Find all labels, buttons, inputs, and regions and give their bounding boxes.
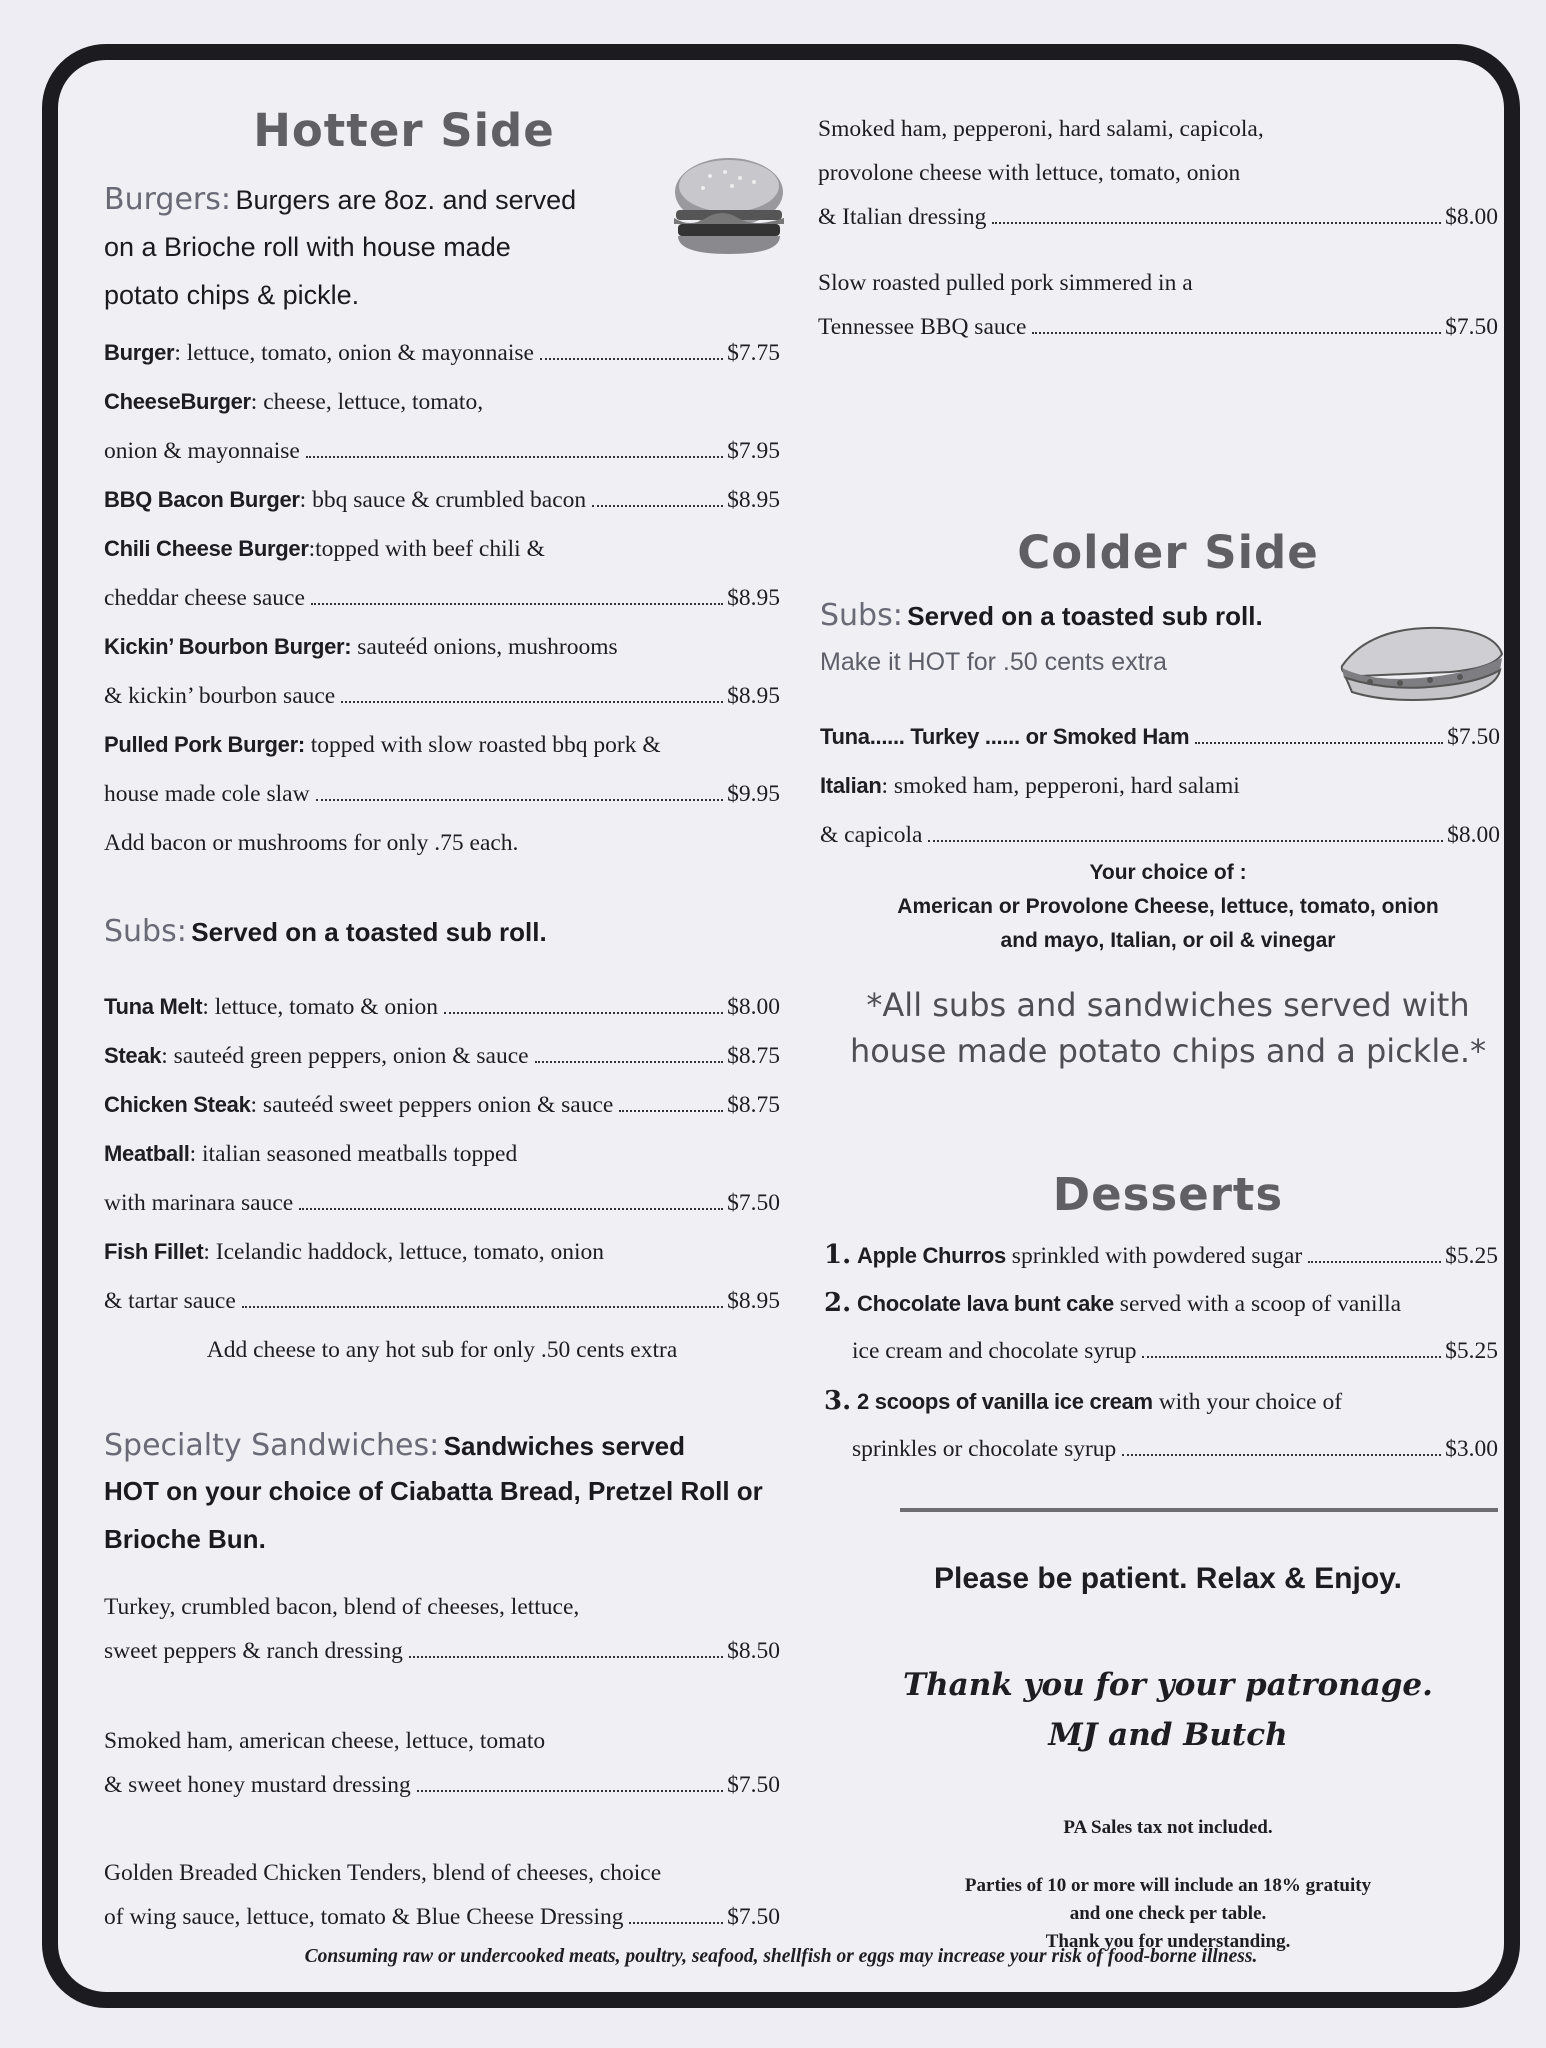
food-safety-footnote: Consuming raw or undercooked meats, poultry, seafood, shellfish or eggs may increase your risk of food-borne illness. [304,1946,1258,1967]
cold-subs-header [820,598,1263,633]
specialty-item-1-cont: sweet peppers & ranch dressing $8.50 [104,1638,780,1664]
specialty-item-5: Slow roasted pulled pork simmered in a [818,270,1193,296]
menu-item-kickin-bourbon-burger-cont: & kickin’ bourbon sauce $8.95 [104,683,780,709]
price: $7.75 [727,340,780,366]
price: $7.50 [1445,314,1498,340]
price: $5.25 [1445,1243,1498,1269]
specialty-item-4-line2: provolone cheese with lettuce, tomato, onion [818,160,1241,186]
sub-sandwich-icon [1330,620,1508,710]
cold-subs-choice: Your choice of : American or Provolone Cheese, lettuce, tomato, onion and mayo, Italian, or oil & vinegar [897,861,1439,952]
price: $7.50 [727,1904,780,1930]
price: $3.00 [1445,1436,1498,1462]
price: $7.50 [727,1190,780,1216]
burgers-desc-2: on a Brioche roll with house made [104,232,511,262]
menu-item-burger: Burger: lettuce, tomato, onion & mayonnaise $7.75 [104,340,780,366]
menu-item-chicken-steak: Chicken Steak: sauteéd sweet peppers onion & sauce $8.75 [104,1092,780,1118]
menu-item-italian-cont: & capicola $8.00 [820,822,1500,848]
menu-item-chili-cheese-burger-cont: cheddar cheese sauce $8.95 [104,585,780,611]
dessert-item-2: 2. Chocolate lava bunt cake served with a scoop of vanilla [824,1288,1402,1318]
menu-item-meatball-cont: with marinara sauce $7.50 [104,1190,780,1216]
menu-item-steak: Steak: sauteéd green peppers, onion & sauce $8.75 [104,1043,780,1069]
menu-item-chili-cheese-burger: Chili Cheese Burger:topped with beef chili & [104,536,545,562]
specialty-item-5-cont: Tennessee BBQ sauce $7.50 [818,314,1498,340]
price: $7.50 [727,1772,780,1798]
menu-item-meatball: Meatball: italian seasoned meatballs topped [104,1141,518,1167]
hot-subs-desc: Served on a toasted sub roll. [191,917,547,947]
menu-item-italian: Italian: smoked ham, pepperoni, hard salami [820,773,1240,799]
menu-item-cheeseburger-cont: onion & mayonnaise $7.95 [104,438,780,464]
dessert-item-3-cont: sprinkles or chocolate syrup $3.00 [852,1436,1498,1462]
tax-note: PA Sales tax not included. [1063,1817,1273,1838]
burger-icon [670,156,788,256]
price: $8.00 [1447,822,1500,848]
specialty-item-4: Smoked ham, pepperoni, hard salami, capicola, [818,116,1264,142]
dessert-item-2-cont: ice cream and chocolate syrup $5.25 [852,1338,1498,1364]
menu-item-fish-fillet: Fish Fillet: Icelandic haddock, lettuce, tomato, onion [104,1239,605,1265]
burgers-desc-1: Burgers are 8oz. and served [235,185,577,215]
dessert-item-1: 1. Apple Churros sprinkled with powdered sugar $5.25 [824,1240,1498,1270]
burgers-note: Add bacon or mushrooms for only .75 each. [104,830,519,856]
price: $8.00 [1445,204,1498,230]
dessert-item-3: 3. 2 scoops of vanilla ice cream with your choice of [824,1386,1343,1416]
menu-item-fish-fillet-cont: & tartar sauce $8.95 [104,1288,780,1314]
thank-you-note: Thank you for your patronage. MJ and Butch [818,1660,1518,1760]
price: $8.95 [727,487,780,513]
hot-subs-label: Subs: [104,914,187,949]
specialty-item-2: Smoked ham, american cheese, lettuce, tomato [104,1728,546,1754]
cold-subs-label: Subs: [820,598,903,633]
signature: MJ and Butch [1048,1717,1288,1753]
desserts-title: Desserts [1052,1168,1284,1221]
hotter-side-title: Hotter Side [253,104,555,157]
specialty-item-4-cont: & Italian dressing $8.00 [818,204,1498,230]
specialty-label: Specialty Sandwiches: [104,1428,440,1463]
specialty-item-2-cont: & sweet honey mustard dressing $7.50 [104,1772,780,1798]
price: $8.95 [727,585,780,611]
price: $8.75 [727,1043,780,1069]
menu-item-kickin-bourbon-burger: Kickin’ Bourbon Burger: sauteéd onions, mushrooms [104,634,618,660]
price: $8.50 [727,1638,780,1664]
specialty-desc-2: HOT on your choice of Ciabatta Bread, Pretzel Roll or [104,1476,763,1506]
burgers-header [104,182,576,217]
price: $7.95 [727,438,780,464]
price: $8.95 [727,683,780,709]
hot-subs-note: Add cheese to any hot sub for only .50 cents extra [206,1337,678,1363]
party-note: Parties of 10 or more will include an 18% gratuity and one check per table. Thank you for understanding. [964,1875,1372,1952]
menu-item-pulled-pork-burger: Pulled Pork Burger: topped with slow roasted bbq pork & [104,732,661,758]
price: $8.95 [727,1288,780,1314]
specialty-item-3: Golden Breaded Chicken Tenders, blend of cheeses, choice [104,1860,662,1886]
colder-side-title: Colder Side [1017,526,1319,579]
cold-subs-desc: Served on a toasted sub roll. [907,601,1263,631]
all-subs-note: *All subs and sandwiches served with house made potato chips and a pickle.* [849,986,1487,1070]
hot-subs-header [104,914,547,949]
price: $5.25 [1445,1338,1498,1364]
cold-subs-hot-note: Make it HOT for .50 cents extra [820,648,1167,676]
specialty-desc-3: Brioche Bun. [104,1524,266,1554]
burgers-label: Burgers: [104,182,231,217]
burgers-desc-3: potato chips & pickle. [104,280,360,310]
specialty-item-3-cont: of wing sauce, lettuce, tomato & Blue Cheese Dressing $7.50 [104,1904,780,1930]
price: $9.95 [727,781,780,807]
divider [900,1508,1498,1512]
menu-item-tuna-turkey-ham: Tuna...... Turkey ...... or Smoked Ham $7.50 [820,724,1500,750]
menu-item-pulled-pork-burger-cont: house made cole slaw $9.95 [104,781,780,807]
patient-note: Please be patient. Relax & Enjoy. [934,1562,1402,1595]
menu-item-tuna-melt: Tuna Melt: lettuce, tomato & onion $8.00 [104,994,780,1020]
menu-item-bbq-bacon-burger: BBQ Bacon Burger: bbq sauce & crumbled bacon $8.95 [104,487,780,513]
specialty-header [104,1428,685,1463]
specialty-desc-1: Sandwiches served [443,1431,685,1461]
menu-frame [42,44,1520,2008]
price: $8.75 [727,1092,780,1118]
price: $7.50 [1447,724,1500,750]
menu-item-cheeseburger: CheeseBurger: cheese, lettuce, tomato, [104,389,484,415]
price: $8.00 [727,994,780,1020]
specialty-item-1: Turkey, crumbled bacon, blend of cheeses, lettuce, [104,1594,580,1620]
